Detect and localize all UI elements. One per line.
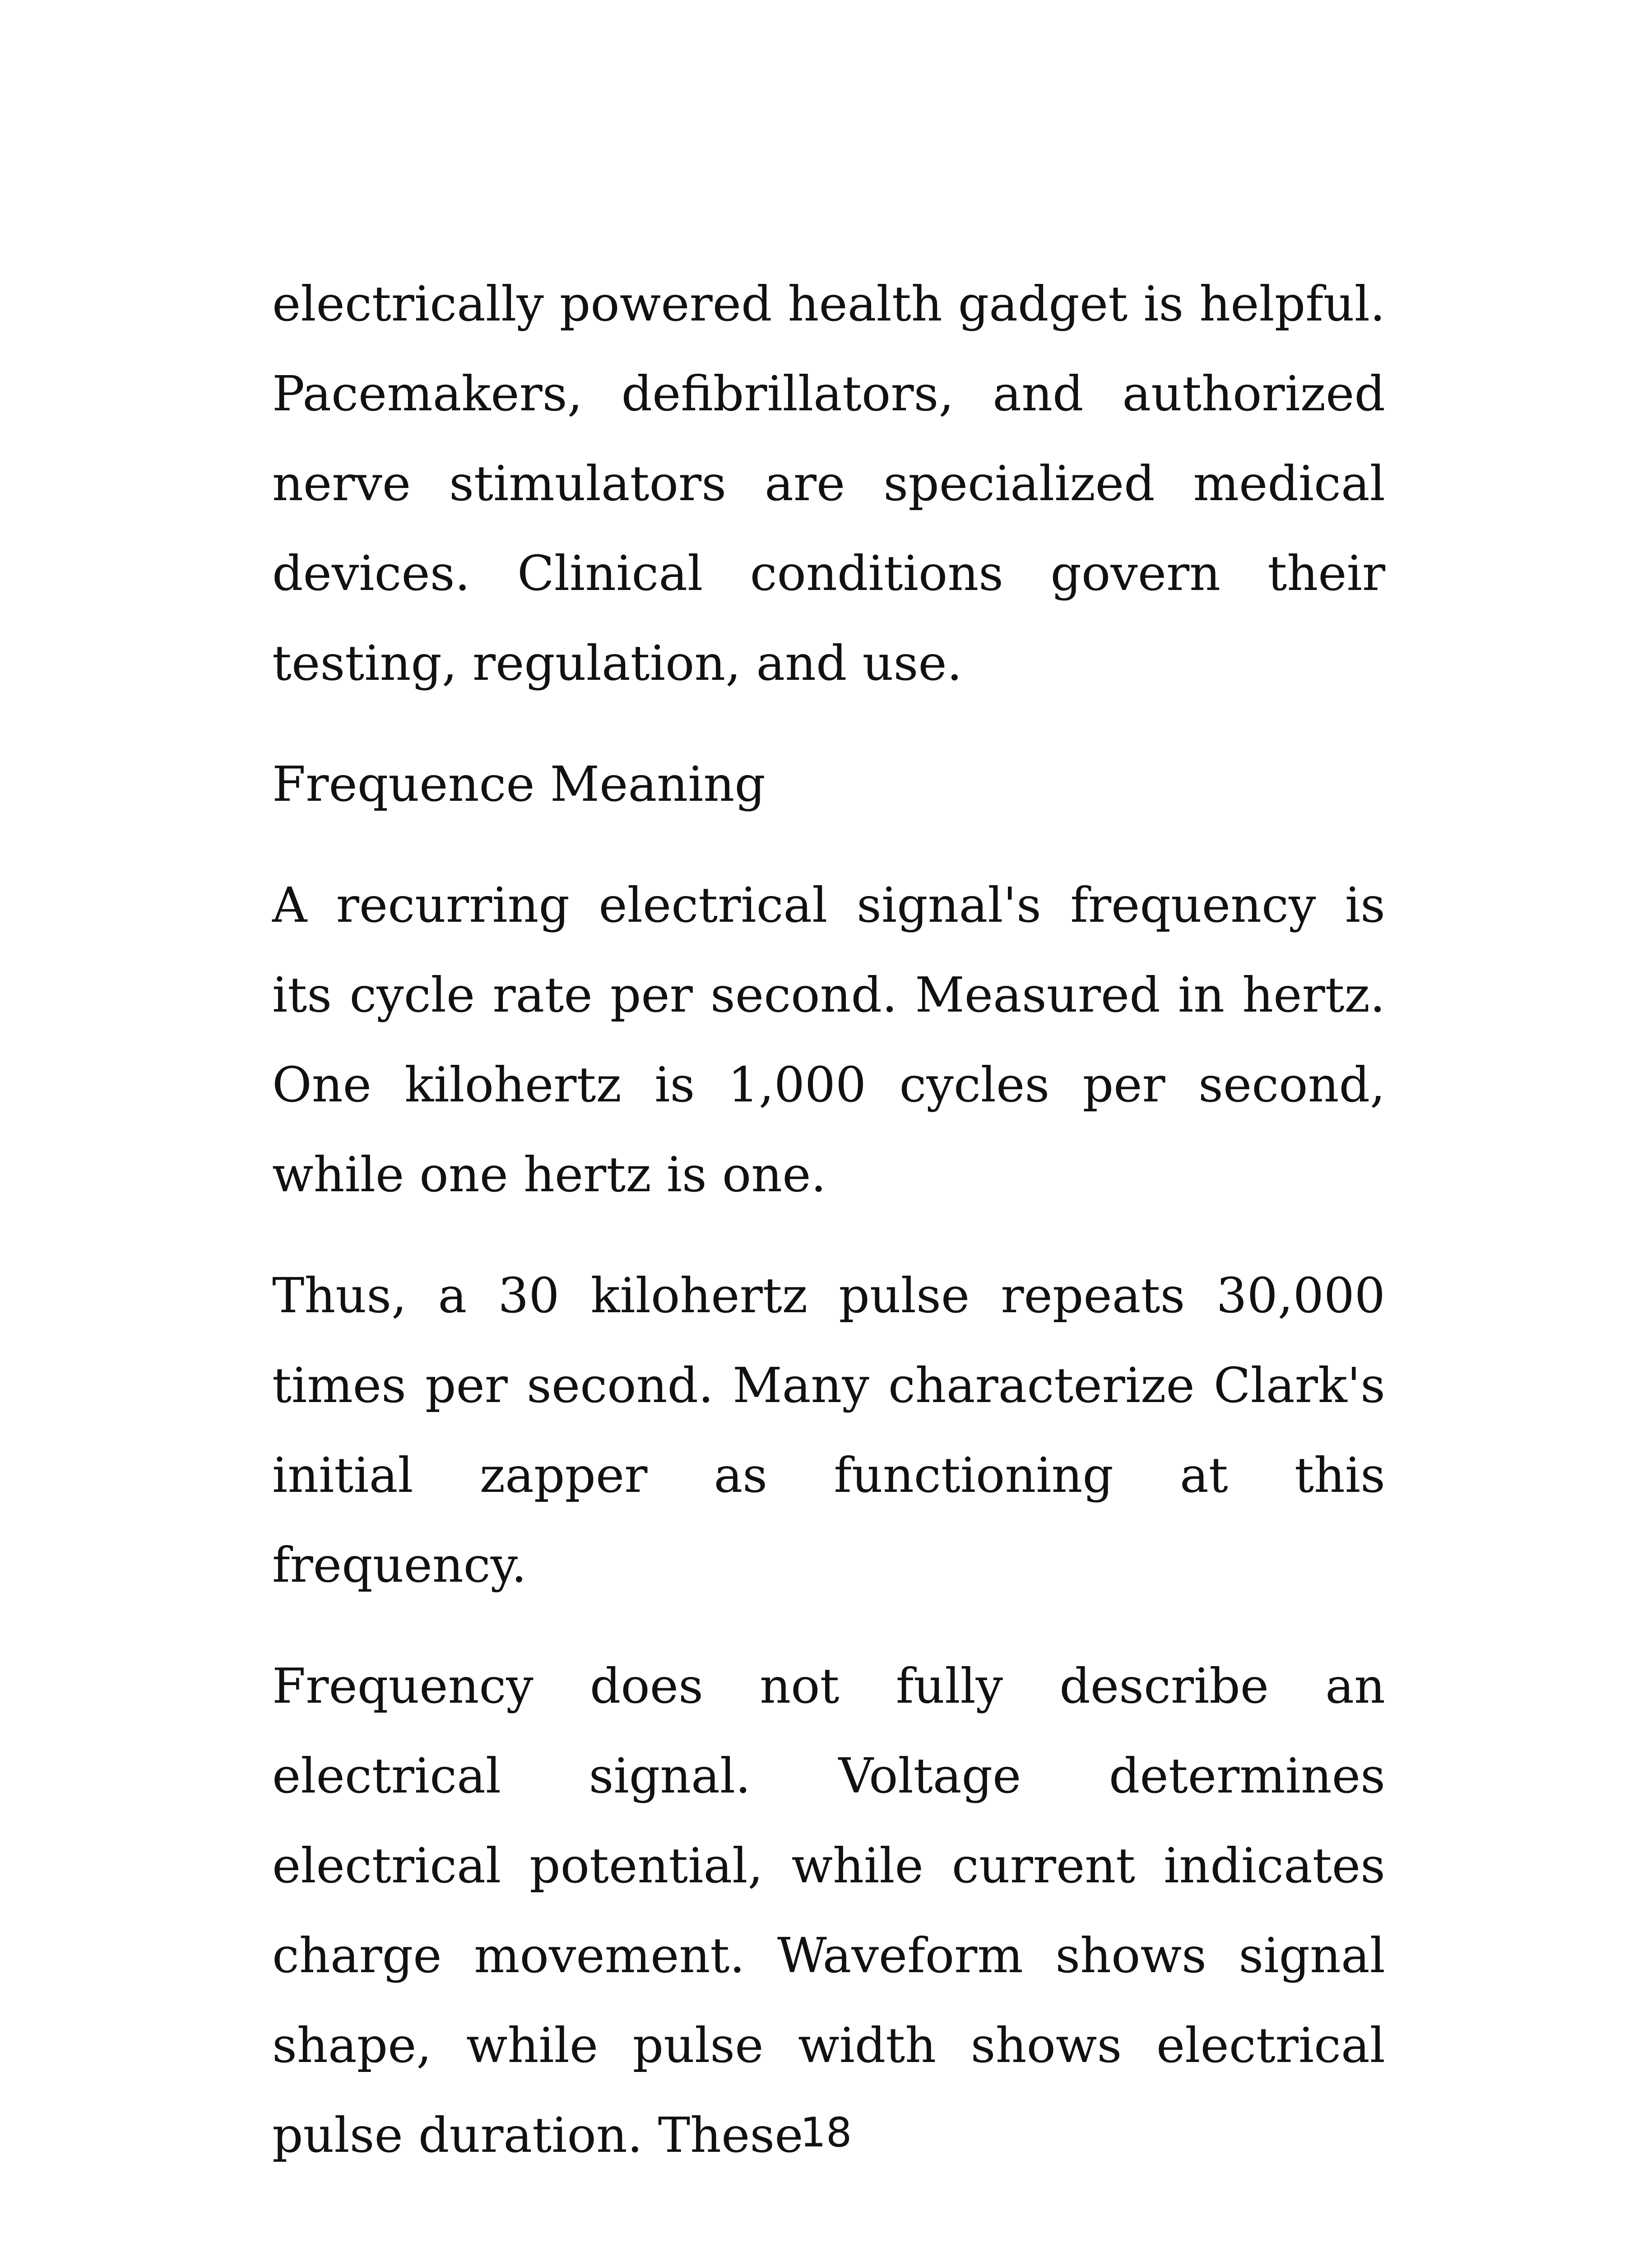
page-number: 18 — [800, 2109, 852, 2156]
body-paragraph: A recurring electrical signal's frequency is its cycle rate per second. Measured in hertz. One kilohertz is 1,000 cycles per second, while one hertz is one. — [272, 878, 1385, 1203]
section-heading: Frequence Meaning — [272, 757, 766, 813]
body-paragraph: Frequency does not fully describe an electrical signal. Voltage determines electrical potential, while current indicates charge movement. Waveform shows signal shape, while pulse width shows electrical pulse duration. These — [272, 1658, 1385, 2164]
body-paragraph: Thus, a 30 kilohertz pulse repeats 30,000 times per second. Many characterize Clark's initial zapper as functioning at this frequency. — [272, 1268, 1385, 1593]
page-body — [272, 260, 1385, 2181]
body-paragraph: electrically powered health gadget is helpful. Pacemakers, defibrillators, and authorized nerve stimulators are specialized medical devices. Clinical conditions govern their testing, regulation, and use. — [272, 276, 1385, 692]
